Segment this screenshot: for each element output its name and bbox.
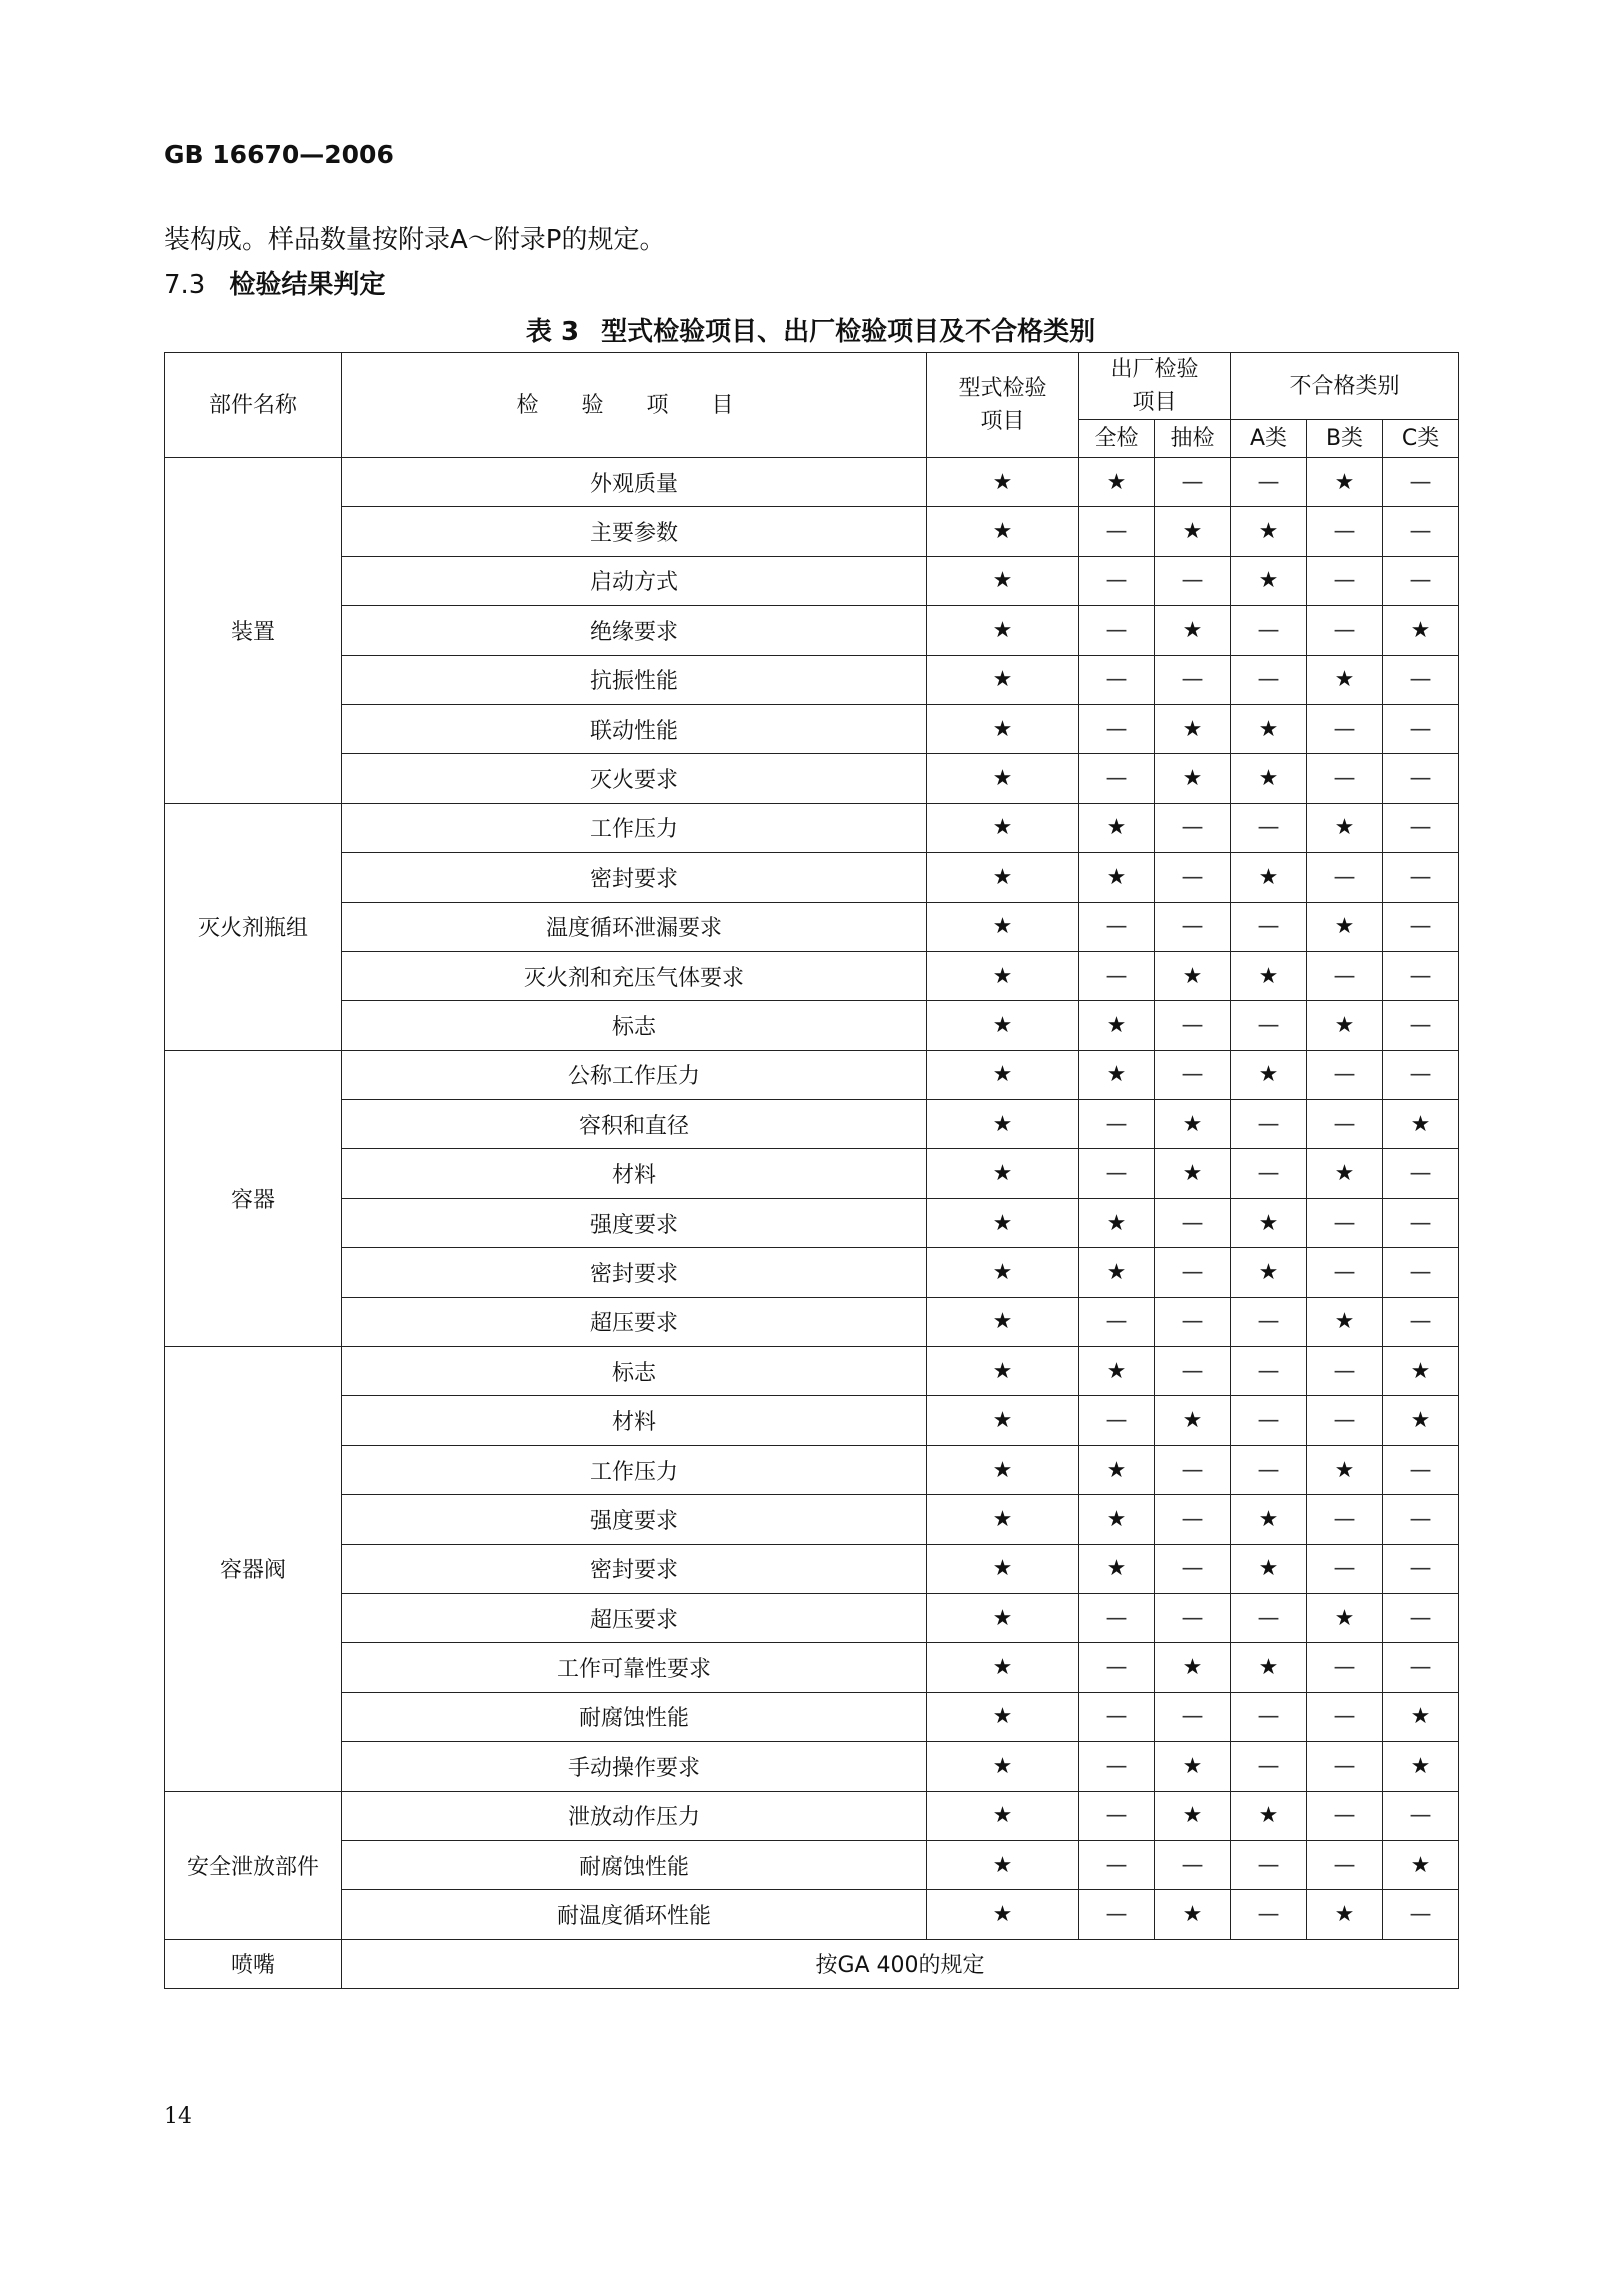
inspection-item-cell: 超压要求 [342, 1297, 927, 1346]
table-row-footer [165, 1939, 1459, 1988]
table-title: 型式检验项目、出厂检验项目及不合格类别 [601, 317, 1096, 347]
full-check-mark-cell: ★ [1079, 853, 1155, 902]
sampling-mark-cell: ★ [1155, 1742, 1231, 1791]
class-b-mark-cell: — [1307, 1050, 1383, 1099]
class-c-mark-cell: — [1383, 1050, 1459, 1099]
class-a-mark-cell: — [1231, 1593, 1307, 1642]
inspection-item-cell: 材料 [342, 1396, 927, 1445]
table-row [165, 951, 1459, 1000]
class-b-mark-cell: — [1307, 1692, 1383, 1741]
sampling-mark-cell: — [1155, 1001, 1231, 1050]
class-c-mark-cell: — [1383, 1791, 1459, 1840]
full-check-mark-cell: ★ [1079, 1347, 1155, 1396]
type-test-mark-cell: ★ [927, 655, 1079, 704]
type-test-mark-cell: ★ [927, 1692, 1079, 1741]
part-name-cell: 装置 [165, 458, 342, 804]
class-c-mark-cell: — [1383, 507, 1459, 556]
type-test-mark-cell: ★ [927, 803, 1079, 852]
class-c-mark-cell: — [1383, 1643, 1459, 1692]
class-a-mark-cell: ★ [1231, 1198, 1307, 1247]
class-b-mark-cell: — [1307, 1840, 1383, 1889]
class-b-mark-cell: — [1307, 1495, 1383, 1544]
class-a-mark-cell: — [1231, 1396, 1307, 1445]
class-a-mark-cell: — [1231, 902, 1307, 951]
class-b-mark-cell: ★ [1307, 1297, 1383, 1346]
inspection-item-cell: 耐腐蚀性能 [342, 1692, 927, 1741]
table-row [165, 803, 1459, 852]
type-test-mark-cell: ★ [927, 1495, 1079, 1544]
type-test-mark-cell: ★ [927, 1396, 1079, 1445]
table-row [165, 1544, 1459, 1593]
type-test-mark-cell: ★ [927, 1791, 1079, 1840]
sampling-mark-cell: ★ [1155, 754, 1231, 803]
class-c-mark-cell: — [1383, 1149, 1459, 1198]
part-name-cell: 灭火剂瓶组 [165, 803, 342, 1050]
header-sampling: 抽检 [1155, 420, 1231, 458]
table-row [165, 1791, 1459, 1840]
class-c-mark-cell: ★ [1383, 1347, 1459, 1396]
sampling-mark-cell: — [1155, 1198, 1231, 1247]
table-row [165, 458, 1459, 507]
class-b-mark-cell: ★ [1307, 1001, 1383, 1050]
table-row [165, 1248, 1459, 1297]
class-b-mark-cell: — [1307, 1396, 1383, 1445]
table-row [165, 1149, 1459, 1198]
type-test-mark-cell: ★ [927, 1593, 1079, 1642]
class-c-mark-cell: — [1383, 754, 1459, 803]
type-test-mark-cell: ★ [927, 606, 1079, 655]
full-check-mark-cell: — [1079, 1396, 1155, 1445]
inspection-item-cell: 工作压力 [342, 803, 927, 852]
sampling-mark-cell: — [1155, 1297, 1231, 1346]
sampling-mark-cell: ★ [1155, 1890, 1231, 1939]
full-check-mark-cell: — [1079, 1593, 1155, 1642]
full-check-mark-cell: ★ [1079, 1495, 1155, 1544]
class-c-mark-cell: — [1383, 1248, 1459, 1297]
sampling-mark-cell: ★ [1155, 1791, 1231, 1840]
class-a-mark-cell: — [1231, 655, 1307, 704]
inspection-item-cell: 手动操作要求 [342, 1742, 927, 1791]
header-class-c: C类 [1383, 420, 1459, 458]
table-row [165, 1050, 1459, 1099]
class-a-mark-cell: — [1231, 1001, 1307, 1050]
header-class-b: B类 [1307, 420, 1383, 458]
class-a-mark-cell: ★ [1231, 1050, 1307, 1099]
full-check-mark-cell: — [1079, 1297, 1155, 1346]
class-b-mark-cell: ★ [1307, 1149, 1383, 1198]
table-row [165, 754, 1459, 803]
sampling-mark-cell: — [1155, 1593, 1231, 1642]
table-row [165, 1742, 1459, 1791]
full-check-mark-cell: — [1079, 655, 1155, 704]
header-type-test: 型式检验项目 [927, 353, 1079, 458]
class-b-mark-cell: ★ [1307, 1890, 1383, 1939]
type-test-mark-cell: ★ [927, 1643, 1079, 1692]
class-b-mark-cell: — [1307, 1742, 1383, 1791]
full-check-mark-cell: ★ [1079, 1001, 1155, 1050]
section-heading [164, 264, 385, 301]
full-check-mark-cell: ★ [1079, 803, 1155, 852]
sampling-mark-cell: — [1155, 1248, 1231, 1297]
class-c-mark-cell: — [1383, 902, 1459, 951]
inspection-item-cell: 启动方式 [342, 556, 927, 605]
type-test-mark-cell: ★ [927, 1149, 1079, 1198]
sampling-mark-cell: ★ [1155, 704, 1231, 753]
table-row [165, 902, 1459, 951]
full-check-mark-cell: — [1079, 1643, 1155, 1692]
class-b-mark-cell: — [1307, 507, 1383, 556]
inspection-item-cell: 工作压力 [342, 1445, 927, 1494]
class-b-mark-cell: ★ [1307, 655, 1383, 704]
inspection-table [164, 352, 1459, 1989]
class-a-mark-cell: ★ [1231, 754, 1307, 803]
table-row [165, 606, 1459, 655]
sampling-mark-cell: ★ [1155, 1643, 1231, 1692]
class-c-mark-cell: — [1383, 458, 1459, 507]
page-number: 14 [164, 2104, 192, 2129]
class-c-mark-cell: ★ [1383, 1692, 1459, 1741]
class-a-mark-cell: — [1231, 1347, 1307, 1396]
inspection-item-cell: 密封要求 [342, 1248, 927, 1297]
class-a-mark-cell: ★ [1231, 1495, 1307, 1544]
table-row [165, 1347, 1459, 1396]
intro-text: 装构成。样品数量按附录A～附录P的规定。 [164, 225, 666, 255]
sampling-mark-cell: — [1155, 1347, 1231, 1396]
class-b-mark-cell: — [1307, 951, 1383, 1000]
full-check-mark-cell: — [1079, 1890, 1155, 1939]
table-caption [0, 311, 1621, 348]
full-check-mark-cell: ★ [1079, 1050, 1155, 1099]
inspection-item-cell: 耐温度循环性能 [342, 1890, 927, 1939]
header-class-a: A类 [1231, 420, 1307, 458]
class-a-mark-cell: ★ [1231, 1643, 1307, 1692]
class-b-mark-cell: ★ [1307, 1593, 1383, 1642]
sampling-mark-cell: — [1155, 556, 1231, 605]
inspection-item-cell: 灭火剂和充压气体要求 [342, 951, 927, 1000]
table-row [165, 1001, 1459, 1050]
inspection-item-cell: 主要参数 [342, 507, 927, 556]
table-row [165, 1692, 1459, 1741]
class-a-mark-cell: ★ [1231, 1791, 1307, 1840]
type-test-mark-cell: ★ [927, 1297, 1079, 1346]
inspection-item-cell: 密封要求 [342, 853, 927, 902]
full-check-mark-cell: ★ [1079, 1445, 1155, 1494]
class-c-mark-cell: — [1383, 951, 1459, 1000]
class-c-mark-cell: — [1383, 1495, 1459, 1544]
full-check-mark-cell: — [1079, 902, 1155, 951]
full-check-mark-cell: — [1079, 1791, 1155, 1840]
class-b-mark-cell: — [1307, 1791, 1383, 1840]
class-c-mark-cell: — [1383, 1198, 1459, 1247]
sampling-mark-cell: — [1155, 655, 1231, 704]
table-row [165, 1297, 1459, 1346]
class-c-mark-cell: — [1383, 1593, 1459, 1642]
class-b-mark-cell: ★ [1307, 902, 1383, 951]
class-c-mark-cell: — [1383, 704, 1459, 753]
type-test-mark-cell: ★ [927, 1100, 1079, 1149]
sampling-mark-cell: — [1155, 853, 1231, 902]
table-row [165, 1396, 1459, 1445]
full-check-mark-cell: — [1079, 606, 1155, 655]
table-row [165, 655, 1459, 704]
type-test-mark-cell: ★ [927, 902, 1079, 951]
inspection-item-cell: 超压要求 [342, 1593, 927, 1642]
sampling-mark-cell: ★ [1155, 951, 1231, 1000]
inspection-item-cell: 绝缘要求 [342, 606, 927, 655]
header-inspection-item-label: 检 验 项 目 [516, 392, 752, 418]
inspection-item-cell: 材料 [342, 1149, 927, 1198]
standard-code: GB 16670—2006 [164, 140, 394, 169]
class-c-mark-cell: — [1383, 556, 1459, 605]
table-row [165, 556, 1459, 605]
class-a-mark-cell: — [1231, 606, 1307, 655]
type-test-mark-cell: ★ [927, 1742, 1079, 1791]
type-test-mark-cell: ★ [927, 1347, 1079, 1396]
class-b-mark-cell: — [1307, 606, 1383, 655]
inspection-item-cell: 抗振性能 [342, 655, 927, 704]
type-test-mark-cell: ★ [927, 1050, 1079, 1099]
type-test-mark-cell: ★ [927, 1248, 1079, 1297]
sampling-mark-cell: — [1155, 803, 1231, 852]
full-check-mark-cell: — [1079, 1100, 1155, 1149]
sampling-mark-cell: — [1155, 1692, 1231, 1741]
class-b-mark-cell: — [1307, 1100, 1383, 1149]
class-b-mark-cell: — [1307, 1198, 1383, 1247]
class-a-mark-cell: — [1231, 1100, 1307, 1149]
sampling-mark-cell: — [1155, 1445, 1231, 1494]
class-a-mark-cell: — [1231, 1445, 1307, 1494]
part-name-cell: 容器 [165, 1050, 342, 1346]
full-check-mark-cell: ★ [1079, 1544, 1155, 1593]
class-a-mark-cell: — [1231, 1890, 1307, 1939]
table-row [165, 1100, 1459, 1149]
class-c-mark-cell: — [1383, 1297, 1459, 1346]
class-a-mark-cell: — [1231, 803, 1307, 852]
class-a-mark-cell: ★ [1231, 507, 1307, 556]
table-row [165, 704, 1459, 753]
class-b-mark-cell: ★ [1307, 458, 1383, 507]
class-c-mark-cell: — [1383, 853, 1459, 902]
header-full-check: 全检 [1079, 420, 1155, 458]
class-a-mark-cell: ★ [1231, 1544, 1307, 1593]
section-title: 检验结果判定 [229, 270, 386, 300]
table-number: 表 3 [525, 317, 580, 347]
inspection-item-cell: 耐腐蚀性能 [342, 1840, 927, 1889]
sampling-mark-cell: — [1155, 1544, 1231, 1593]
part-name-cell: 容器阀 [165, 1347, 342, 1792]
inspection-item-cell: 温度循环泄漏要求 [342, 902, 927, 951]
sampling-mark-cell: ★ [1155, 1149, 1231, 1198]
header-factory-test: 出厂检验项目 [1079, 353, 1231, 420]
type-test-mark-cell: ★ [927, 1890, 1079, 1939]
type-test-mark-cell: ★ [927, 754, 1079, 803]
table-row [165, 1198, 1459, 1247]
type-test-mark-cell: ★ [927, 951, 1079, 1000]
table-row [165, 1643, 1459, 1692]
inspection-item-cell: 标志 [342, 1001, 927, 1050]
full-check-mark-cell: — [1079, 1742, 1155, 1791]
class-c-mark-cell: ★ [1383, 1396, 1459, 1445]
class-b-mark-cell: — [1307, 1248, 1383, 1297]
class-b-mark-cell: — [1307, 853, 1383, 902]
class-c-mark-cell: — [1383, 1445, 1459, 1494]
class-b-mark-cell: ★ [1307, 803, 1383, 852]
inspection-item-cell: 容积和直径 [342, 1100, 927, 1149]
table-row [165, 853, 1459, 902]
header-nonconformity: 不合格类别 [1231, 353, 1459, 420]
full-check-mark-cell: ★ [1079, 1248, 1155, 1297]
inspection-item-cell: 强度要求 [342, 1495, 927, 1544]
full-check-mark-cell: ★ [1079, 458, 1155, 507]
class-a-mark-cell: — [1231, 1742, 1307, 1791]
class-a-mark-cell: ★ [1231, 1248, 1307, 1297]
part-name-cell: 安全泄放部件 [165, 1791, 342, 1939]
class-a-mark-cell: ★ [1231, 853, 1307, 902]
class-b-mark-cell: — [1307, 556, 1383, 605]
full-check-mark-cell: — [1079, 507, 1155, 556]
full-check-mark-cell: — [1079, 754, 1155, 803]
class-a-mark-cell: — [1231, 458, 1307, 507]
class-a-mark-cell: — [1231, 1692, 1307, 1741]
full-check-mark-cell: — [1079, 951, 1155, 1000]
class-c-mark-cell: — [1383, 1890, 1459, 1939]
inspection-item-cell: 工作可靠性要求 [342, 1643, 927, 1692]
sampling-mark-cell: — [1155, 458, 1231, 507]
type-test-mark-cell: ★ [927, 704, 1079, 753]
table-body [165, 458, 1459, 1989]
class-a-mark-cell: ★ [1231, 556, 1307, 605]
type-test-mark-cell: ★ [927, 1445, 1079, 1494]
table-row [165, 1495, 1459, 1544]
sampling-mark-cell: ★ [1155, 606, 1231, 655]
class-b-mark-cell: — [1307, 1643, 1383, 1692]
class-c-mark-cell: ★ [1383, 1100, 1459, 1149]
inspection-item-cell: 联动性能 [342, 704, 927, 753]
inspection-item-cell: 标志 [342, 1347, 927, 1396]
type-test-mark-cell: ★ [927, 853, 1079, 902]
class-b-mark-cell: — [1307, 704, 1383, 753]
type-test-mark-cell: ★ [927, 1544, 1079, 1593]
class-c-mark-cell: ★ [1383, 1742, 1459, 1791]
table-row [165, 1593, 1459, 1642]
class-c-mark-cell: ★ [1383, 1840, 1459, 1889]
class-b-mark-cell: — [1307, 1347, 1383, 1396]
table-row [165, 1890, 1459, 1939]
full-check-mark-cell: — [1079, 1692, 1155, 1741]
sampling-mark-cell: — [1155, 1495, 1231, 1544]
class-a-mark-cell: — [1231, 1149, 1307, 1198]
full-check-mark-cell: ★ [1079, 1198, 1155, 1247]
class-c-mark-cell: — [1383, 655, 1459, 704]
nozzle-rule-cell: 按GA 400的规定 [342, 1939, 1459, 1988]
table-row [165, 1840, 1459, 1889]
class-b-mark-cell: — [1307, 754, 1383, 803]
inspection-item-cell: 密封要求 [342, 1544, 927, 1593]
class-c-mark-cell: — [1383, 803, 1459, 852]
class-c-mark-cell: ★ [1383, 606, 1459, 655]
full-check-mark-cell: — [1079, 1840, 1155, 1889]
type-test-mark-cell: ★ [927, 507, 1079, 556]
type-test-mark-cell: ★ [927, 1198, 1079, 1247]
class-a-mark-cell: ★ [1231, 951, 1307, 1000]
header-part-name: 部件名称 [165, 353, 342, 458]
sampling-mark-cell: — [1155, 902, 1231, 951]
table-row [165, 507, 1459, 556]
inspection-item-cell: 外观质量 [342, 458, 927, 507]
class-c-mark-cell: — [1383, 1001, 1459, 1050]
class-a-mark-cell: — [1231, 1297, 1307, 1346]
full-check-mark-cell: — [1079, 704, 1155, 753]
table-row [165, 1445, 1459, 1494]
sampling-mark-cell: ★ [1155, 1396, 1231, 1445]
section-number: 7.3 [164, 270, 206, 300]
sampling-mark-cell: ★ [1155, 507, 1231, 556]
sampling-mark-cell: — [1155, 1840, 1231, 1889]
header-inspection-item [342, 353, 927, 458]
full-check-mark-cell: — [1079, 1149, 1155, 1198]
class-b-mark-cell: — [1307, 1544, 1383, 1593]
inspection-item-cell: 强度要求 [342, 1198, 927, 1247]
inspection-item-cell: 灭火要求 [342, 754, 927, 803]
inspection-item-cell: 公称工作压力 [342, 1050, 927, 1099]
class-c-mark-cell: — [1383, 1544, 1459, 1593]
type-test-mark-cell: ★ [927, 458, 1079, 507]
sampling-mark-cell: — [1155, 1050, 1231, 1099]
class-a-mark-cell: — [1231, 1840, 1307, 1889]
type-test-mark-cell: ★ [927, 556, 1079, 605]
class-a-mark-cell: ★ [1231, 704, 1307, 753]
full-check-mark-cell: — [1079, 556, 1155, 605]
sampling-mark-cell: ★ [1155, 1100, 1231, 1149]
class-b-mark-cell: ★ [1307, 1445, 1383, 1494]
inspection-item-cell: 泄放动作压力 [342, 1791, 927, 1840]
part-name-cell: 喷嘴 [165, 1939, 342, 1988]
type-test-mark-cell: ★ [927, 1840, 1079, 1889]
type-test-mark-cell: ★ [927, 1001, 1079, 1050]
